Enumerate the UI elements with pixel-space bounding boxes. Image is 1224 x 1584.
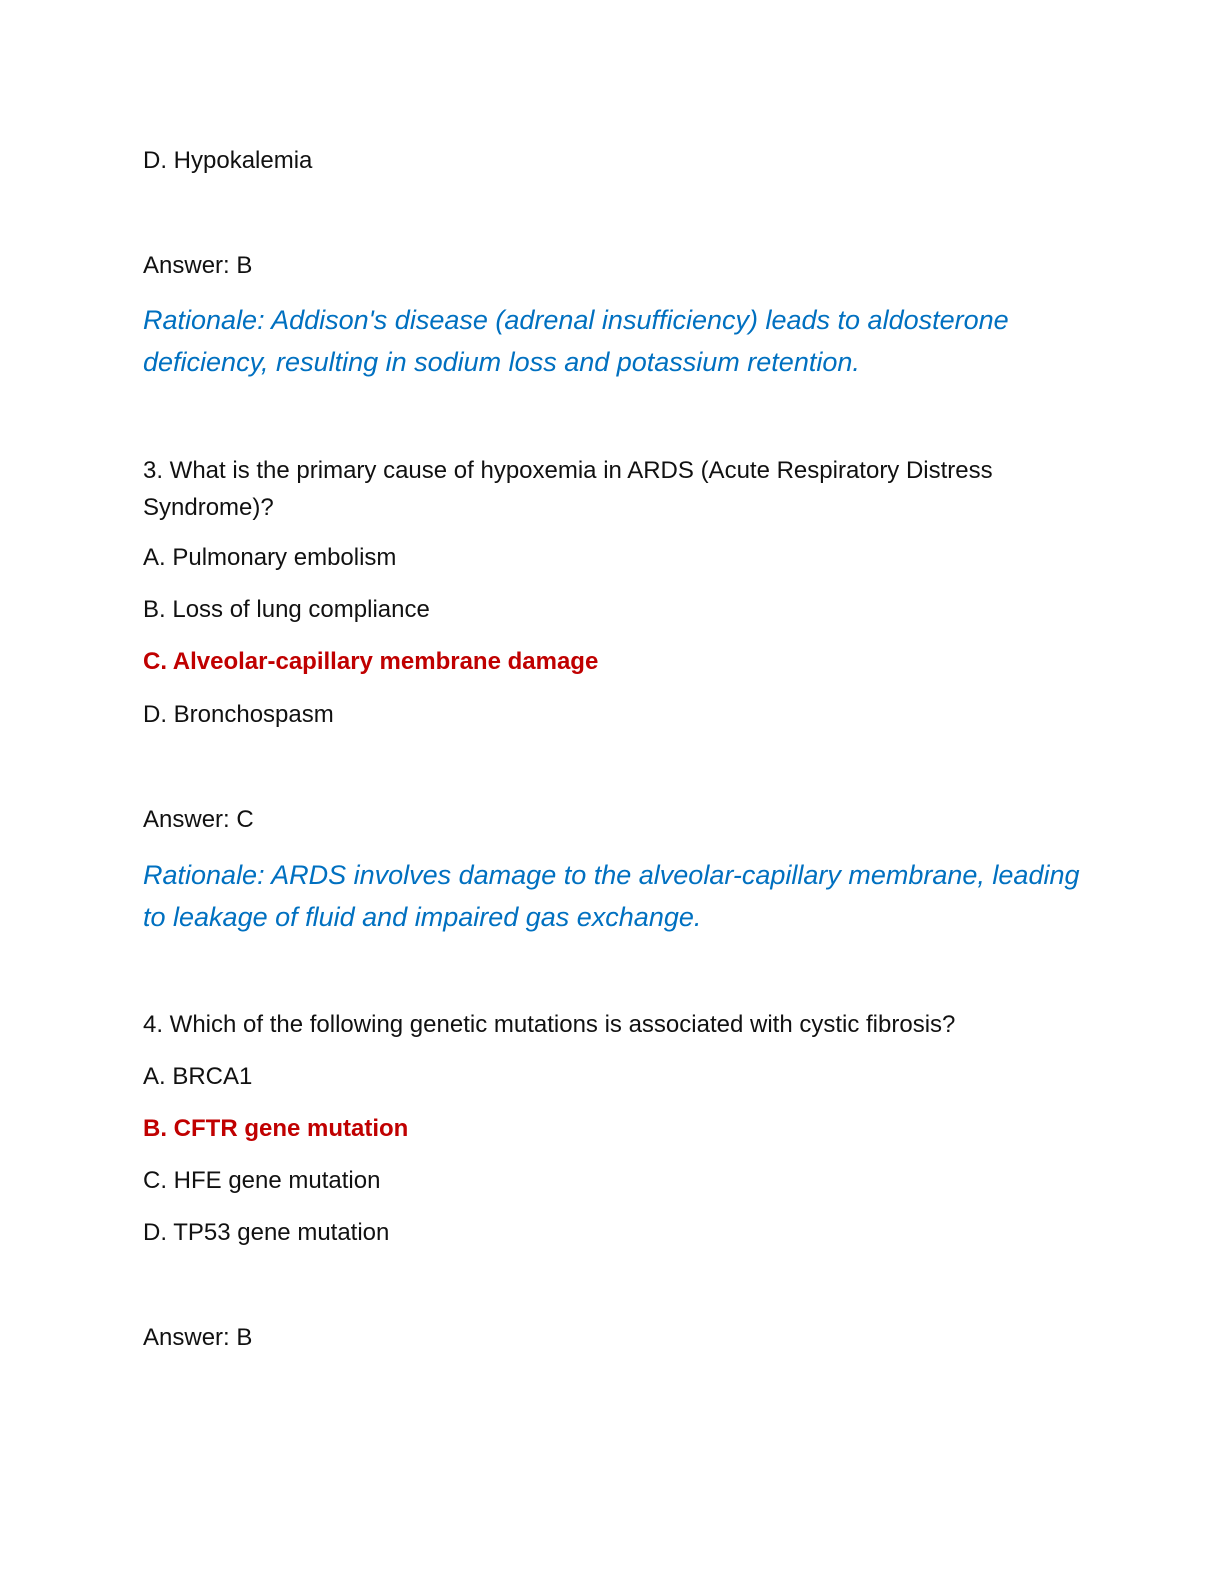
q4-option-b-correct: B. CFTR gene mutation <box>143 1115 409 1142</box>
rationale-q3: Rationale: ARDS involves damage to the alveolar-capillary membrane, leading to leakage of fluid and impaired gas exchange. <box>143 860 1080 932</box>
answer-q4: Answer: B <box>143 1324 253 1351</box>
q3-option-a: A. Pulmonary embolism <box>143 544 397 571</box>
q4-option-a: A. BRCA1 <box>143 1063 253 1090</box>
q3-option-b: B. Loss of lung compliance <box>143 596 430 623</box>
question-4: 4. Which of the following genetic mutations is associated with cystic fibrosis? <box>143 1011 956 1038</box>
q4-option-d: D. TP53 gene mutation <box>143 1219 390 1246</box>
option-d-hypokalemia: D. Hypokalemia <box>143 147 313 174</box>
question-3: 3. What is the primary cause of hypoxemia in ARDS (Acute Respiratory Distress Syndrome)? <box>143 457 993 521</box>
answer-q2: Answer: B <box>143 252 253 279</box>
q4-option-c: C. HFE gene mutation <box>143 1167 381 1194</box>
rationale-q2: Rationale: Addison's disease (adrenal insufficiency) leads to aldosterone deficiency, resulting in sodium loss and potassium retention. <box>143 305 1009 377</box>
q3-option-c-correct: C. Alveolar-capillary membrane damage <box>143 648 599 675</box>
answer-q3: Answer: C <box>143 806 254 833</box>
q3-option-d: D. Bronchospasm <box>143 701 334 728</box>
